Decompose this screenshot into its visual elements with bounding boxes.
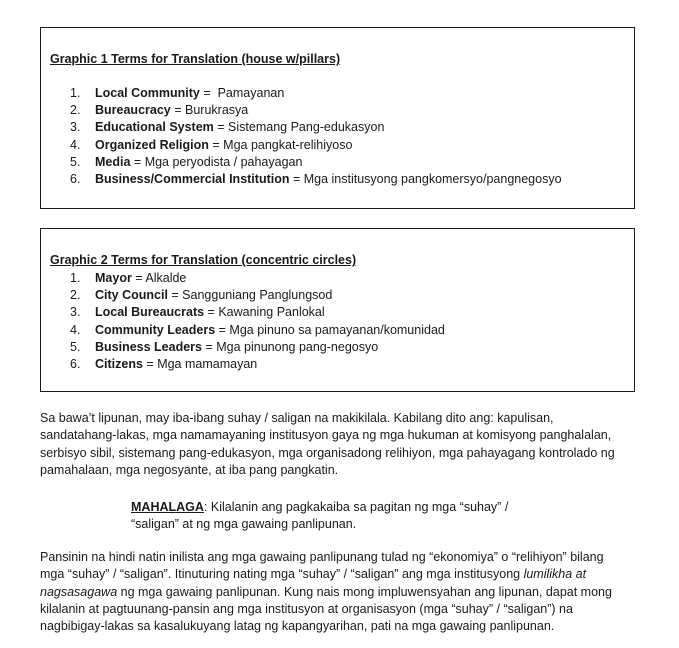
term-english: Citizens [95,356,143,371]
list-item [70,171,562,188]
paragraph-line: Sa bawa’t lipunan, may iba-ibang suhay / saligan na makikilala. Kabilang dito ang: kapulisan, [40,411,554,425]
item-number: 2. [70,103,81,118]
graphic2-title: Graphic 2 Terms for Translation (concentric circles) [50,253,357,267]
term-translation: Burukrasya [185,103,249,118]
paragraph-text: ng mga gawaing panlipunan. Kung nais mong impluwensyahan ang lipunan, dapat mong [117,584,612,599]
graphic1-terms-box [40,27,635,209]
list-item [70,119,562,136]
list-item [70,137,562,154]
term-english: Business/Commercial Institution [95,171,290,186]
intro-paragraph [40,410,640,479]
term-translation: Mga peryodista / pahayagan [144,154,303,169]
item-number: 4. [70,137,81,152]
explanation-paragraph [40,549,640,635]
list-item [70,339,445,356]
term-separator: = [208,137,224,152]
term-separator: = [215,322,230,337]
term-separator: = [199,86,215,100]
term-translation: Pamayanan [214,86,285,100]
term-translation: Mga institusyong pangkomersyo/pangnegosyo [303,171,562,186]
term-english: City Council [95,288,168,303]
term-separator: = [204,305,219,320]
paragraph-line: sandatahang-lakas, mga namamayaning institusyon gaya ng mga hukuman at komisyong panghalalan, [40,428,612,443]
paragraph-line: serbisyo sibil, sistemang pang-edukasyon, mga organisadong relihiyon, mga pahayagang kontrolado ng [40,445,615,460]
term-english: Mayor [95,271,132,285]
list-item [70,154,562,171]
paragraph-line: pamahalaan, mga negosyante, at iba pang pangkatin. [40,462,339,477]
paragraph-line [40,584,640,601]
term-english: Business Leaders [95,339,202,354]
item-number: 3. [70,305,81,320]
term-translation: Alkalde [145,271,187,285]
term-translation: Sistemang Pang-edukasyon [228,120,385,135]
term-english: Local Bureaucrats [95,305,205,320]
term-separator: = [202,339,217,354]
item-number: 3. [70,120,81,135]
term-separator: = [213,120,229,135]
item-number: 1. [70,86,81,100]
graphic2-term-list [70,270,445,373]
important-note-line: “saligan” at ng mga gawaing panlipunan. [131,517,357,532]
term-separator: = [170,103,185,118]
paragraph-text: mga “suhay” / “saligan”. Itinuturing nating mga “suhay” / “saligan” ang mga institusyong [40,567,524,582]
term-translation: Kawaning Panlokal [218,305,325,320]
list-item [70,102,562,119]
list-item [70,322,445,339]
item-number: 5. [70,339,81,354]
term-translation: Mga pinuno sa pamayanan/komunidad [229,322,445,337]
paragraph-line [40,566,640,583]
term-english: Educational System [95,120,214,135]
item-number: 4. [70,322,81,337]
graphic2-terms-box [40,228,635,392]
term-english: Community Leaders [95,322,216,337]
paragraph-line: kilalanin at pagtuunang-pansin ang mga institusyon at organisasyon (mga “suhay” / “saligan”) na [40,601,573,616]
list-item [70,85,562,102]
important-note [131,499,679,534]
item-number: 5. [70,154,81,169]
term-english: Bureaucracy [95,103,171,118]
paragraph-line: Pansinin na hindi natin inilista ang mga gawaing panlipunang tulad ng “ekonomiya” o “relihiyon” bilang [40,550,604,564]
italic-emphasis: nagsasagawa [40,584,118,599]
italic-emphasis: lumilikha at [523,567,587,582]
term-english: Local Community [95,86,200,100]
graphic1-title: Graphic 1 Terms for Translation (house w/pillars) [50,52,341,66]
term-separator: = [289,171,304,186]
term-translation: Mga pangkat-relihiyoso [223,137,353,152]
term-translation: Mga mamamayan [157,356,258,371]
term-separator: = [167,288,183,303]
paragraph-line: nagbibigay-lakas sa kasalukuyang latag ng kapangyarihan, pati na mga gawaing panlipunan. [40,619,555,634]
list-item [70,356,445,373]
term-translation: Sangguniang Panglungsod [182,288,333,303]
term-english: Organized Religion [95,137,209,152]
term-translation: Mga pinunong pang-negosyo [216,339,379,354]
term-separator: = [131,271,146,285]
important-note-text: : Kilalanin ang pagkakaiba sa pagitan ng mga “suhay” / [203,500,509,514]
term-separator: = [142,356,158,371]
term-separator: = [130,154,145,169]
list-item [70,287,445,304]
item-number: 2. [70,288,81,303]
list-item [70,270,445,287]
important-label: MAHALAGA [131,500,204,514]
item-number: 1. [70,271,81,285]
graphic1-term-list [70,85,562,188]
item-number: 6. [70,171,81,186]
list-item [70,304,445,321]
term-english: Media [95,154,131,169]
important-note-line [131,499,679,516]
item-number: 6. [70,356,81,371]
